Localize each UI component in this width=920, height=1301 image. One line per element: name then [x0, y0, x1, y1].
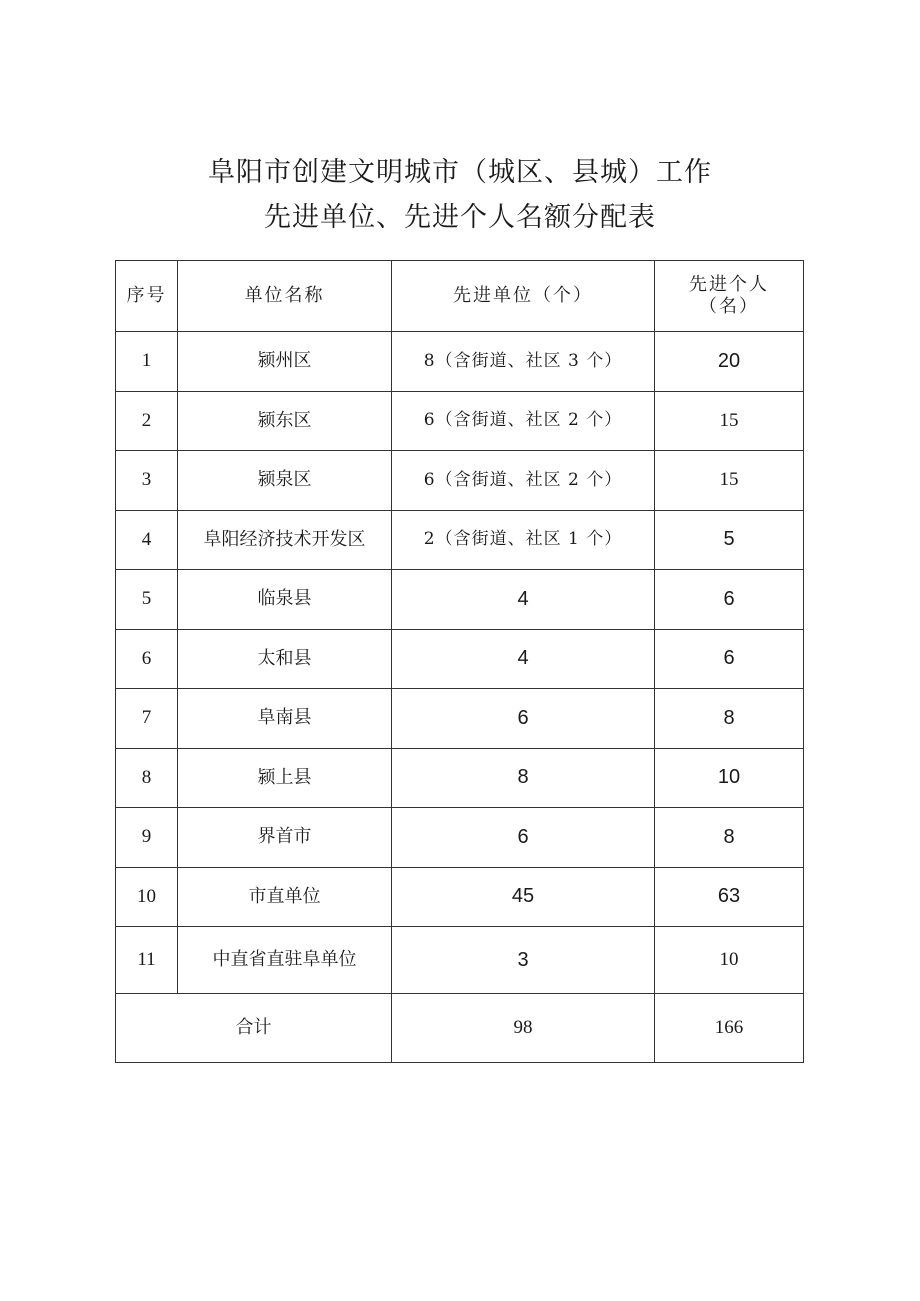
header-advanced-individuals — [655, 261, 804, 332]
row-advanced-units: 45 — [392, 867, 655, 927]
row-unit-name: 临泉县 — [178, 570, 392, 630]
row-index: 3 — [116, 451, 178, 511]
table-row — [116, 570, 804, 630]
row-advanced-units: 3 — [392, 927, 655, 994]
row-unit-name: 阜阳经济技术开发区 — [178, 510, 392, 570]
table-row — [116, 629, 804, 689]
row-index: 9 — [116, 808, 178, 868]
row-advanced-units: 6 — [392, 689, 655, 749]
row-index: 7 — [116, 689, 178, 749]
table-row — [116, 748, 804, 808]
row-unit-name: 阜南县 — [178, 689, 392, 749]
row-index: 6 — [116, 629, 178, 689]
row-index: 2 — [116, 391, 178, 451]
row-unit-name: 颍州区 — [178, 332, 392, 392]
row-advanced-units: 8（含街道、社区 3 个） — [392, 332, 655, 392]
total-advanced-individuals: 166 — [655, 994, 804, 1063]
table-row — [116, 808, 804, 868]
row-advanced-individuals: 10 — [655, 748, 804, 808]
row-advanced-units: 8 — [392, 748, 655, 808]
table-row — [116, 510, 804, 570]
row-advanced-individuals: 20 — [655, 332, 804, 392]
table-row — [116, 451, 804, 511]
row-index: 11 — [116, 927, 178, 994]
header-advanced-units: 先进单位（个） — [392, 261, 655, 332]
row-unit-name: 市直单位 — [178, 867, 392, 927]
row-index: 5 — [116, 570, 178, 630]
row-unit-name: 颍东区 — [178, 391, 392, 451]
row-unit-name: 颍上县 — [178, 748, 392, 808]
header-advanced-individuals-line1: 先进个人 — [689, 273, 769, 295]
row-unit-name: 颍泉区 — [178, 451, 392, 511]
row-advanced-units: 4 — [392, 629, 655, 689]
row-advanced-units: 6 — [392, 808, 655, 868]
row-advanced-individuals: 15 — [655, 451, 804, 511]
row-advanced-units: 2（含街道、社区 1 个） — [392, 510, 655, 570]
row-advanced-individuals: 8 — [655, 808, 804, 868]
total-advanced-units: 98 — [392, 994, 655, 1063]
row-unit-name: 界首市 — [178, 808, 392, 868]
row-advanced-individuals: 6 — [655, 570, 804, 630]
row-advanced-individuals: 5 — [655, 510, 804, 570]
row-advanced-units: 4 — [392, 570, 655, 630]
row-index: 10 — [116, 867, 178, 927]
header-advanced-individuals-line2: （名） — [699, 296, 759, 317]
table-row — [116, 689, 804, 749]
header-unit-name: 单位名称 — [178, 261, 392, 332]
table-row — [116, 867, 804, 927]
row-unit-name: 太和县 — [178, 629, 392, 689]
row-index: 8 — [116, 748, 178, 808]
row-advanced-individuals: 10 — [655, 927, 804, 994]
quota-table — [115, 260, 804, 1063]
row-unit-name: 中直省直驻阜单位 — [178, 927, 392, 994]
table-row — [116, 927, 804, 994]
row-advanced-individuals: 8 — [655, 689, 804, 749]
table-header-row — [116, 261, 804, 332]
row-advanced-individuals: 15 — [655, 391, 804, 451]
row-advanced-units: 6（含街道、社区 2 个） — [392, 451, 655, 511]
table-row — [116, 332, 804, 392]
row-index: 1 — [116, 332, 178, 392]
total-label: 合计 — [116, 994, 392, 1063]
table-row — [116, 391, 804, 451]
document-title-line1: 阜阳市创建文明城市（城区、县城）工作 — [208, 157, 712, 188]
row-index: 4 — [116, 510, 178, 570]
row-advanced-individuals: 6 — [655, 629, 804, 689]
row-advanced-individuals: 63 — [655, 867, 804, 927]
header-index: 序号 — [116, 261, 178, 332]
document-title-line2: 先进单位、先进个人名额分配表 — [264, 202, 656, 233]
table-total-row — [116, 994, 804, 1063]
row-advanced-units: 6（含街道、社区 2 个） — [392, 391, 655, 451]
